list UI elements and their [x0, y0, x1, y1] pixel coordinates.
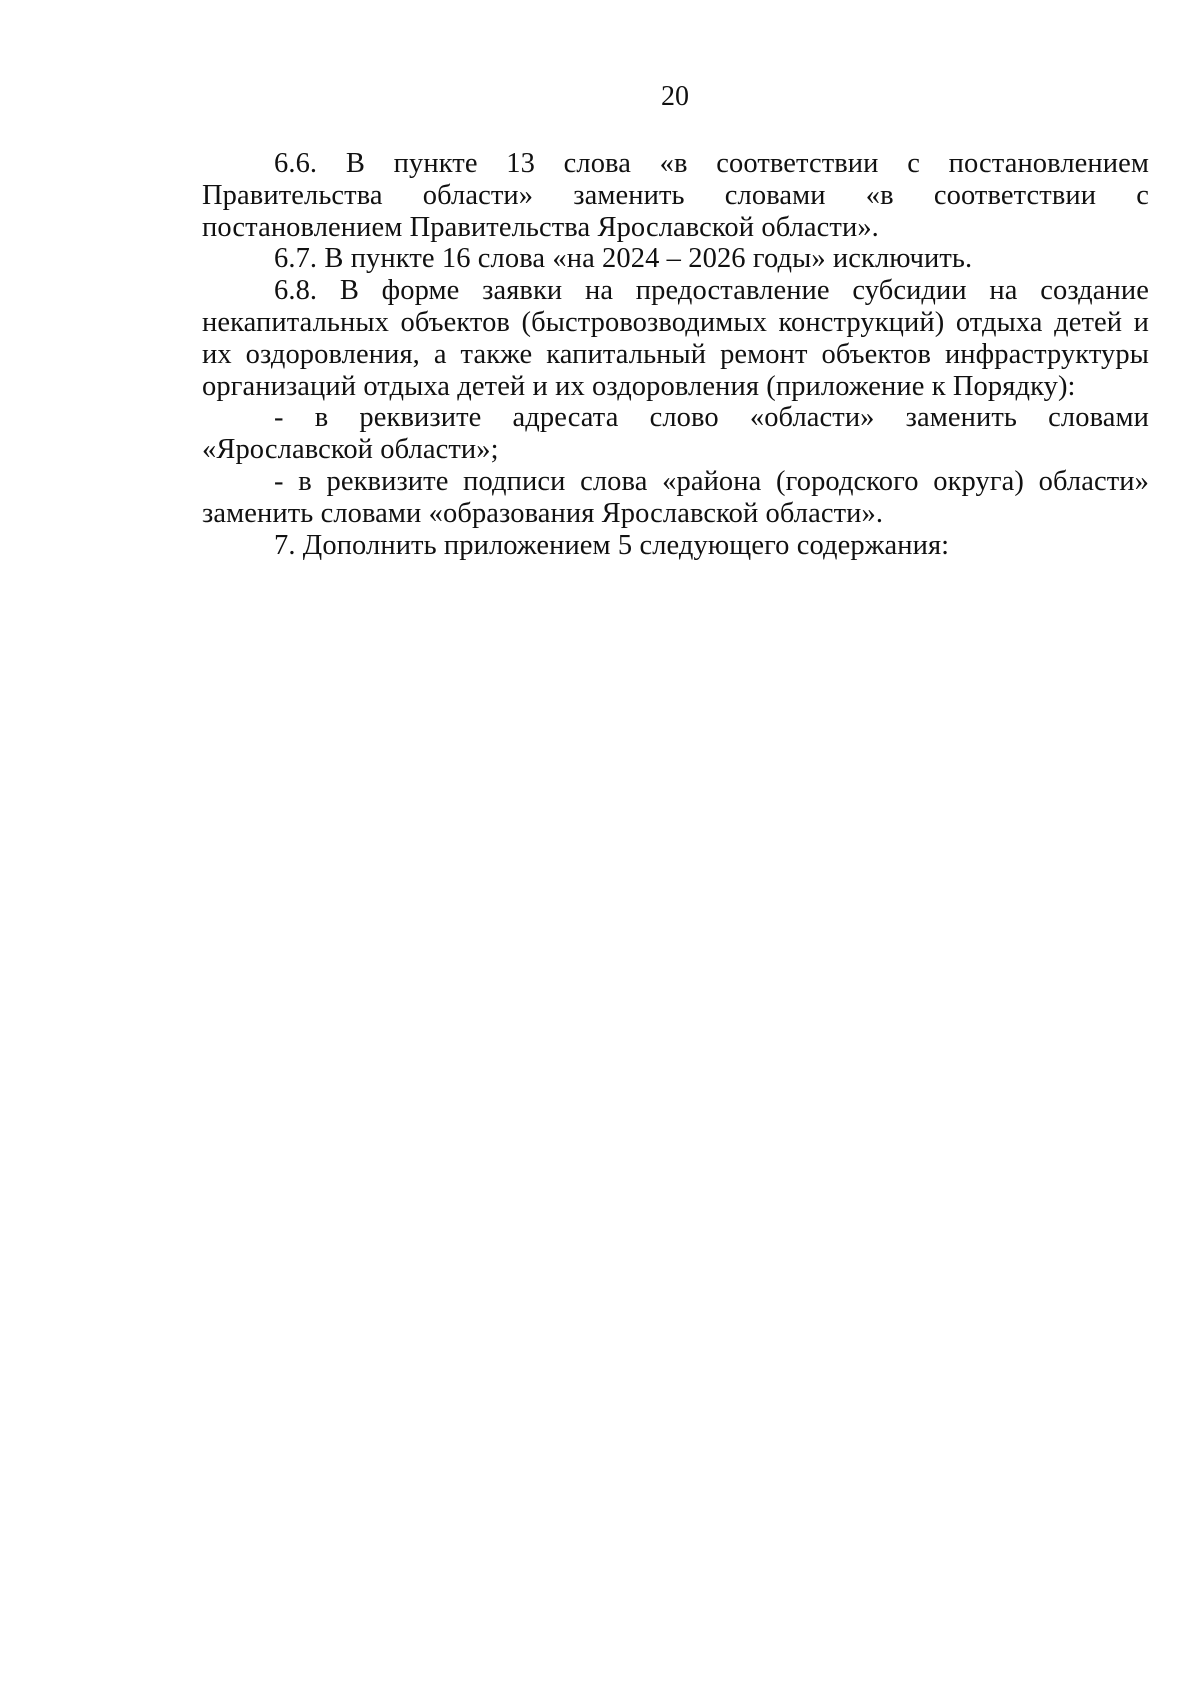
document-body: [202, 148, 1149, 561]
page-number: 20: [661, 81, 689, 112]
paragraph-6-6: 6.6. В пункте 13 слова «в соответствии с постановлением Правительства области» заменить словами «в соответствии с постановлением Правительства Ярославской области».: [202, 148, 1149, 243]
paragraph-6-8: 6.8. В форме заявки на предоставление субсидии на создание некапитальных объектов (быстровозводимых конструкций) отдыха детей и их оздоровления, а также капитальный ремонт объектов инфраструктуры организаций отдыха детей и их оздоровления (приложение к Порядку):: [202, 275, 1149, 402]
paragraph-6-7: 6.7. В пункте 16 слова «на 2024 – 2026 годы» исключить.: [274, 243, 973, 275]
paragraph-signature-item: - в реквизите подписи слова «района (городского округа) области» заменить словами «образования Ярославской области».: [202, 465, 1149, 529]
paragraph-7: 7. Дополнить приложением 5 следующего содержания:: [274, 529, 950, 561]
paragraph-addressee-item: - в реквизите адресата слово «области» заменить словами «Ярославской области»;: [202, 402, 1149, 466]
